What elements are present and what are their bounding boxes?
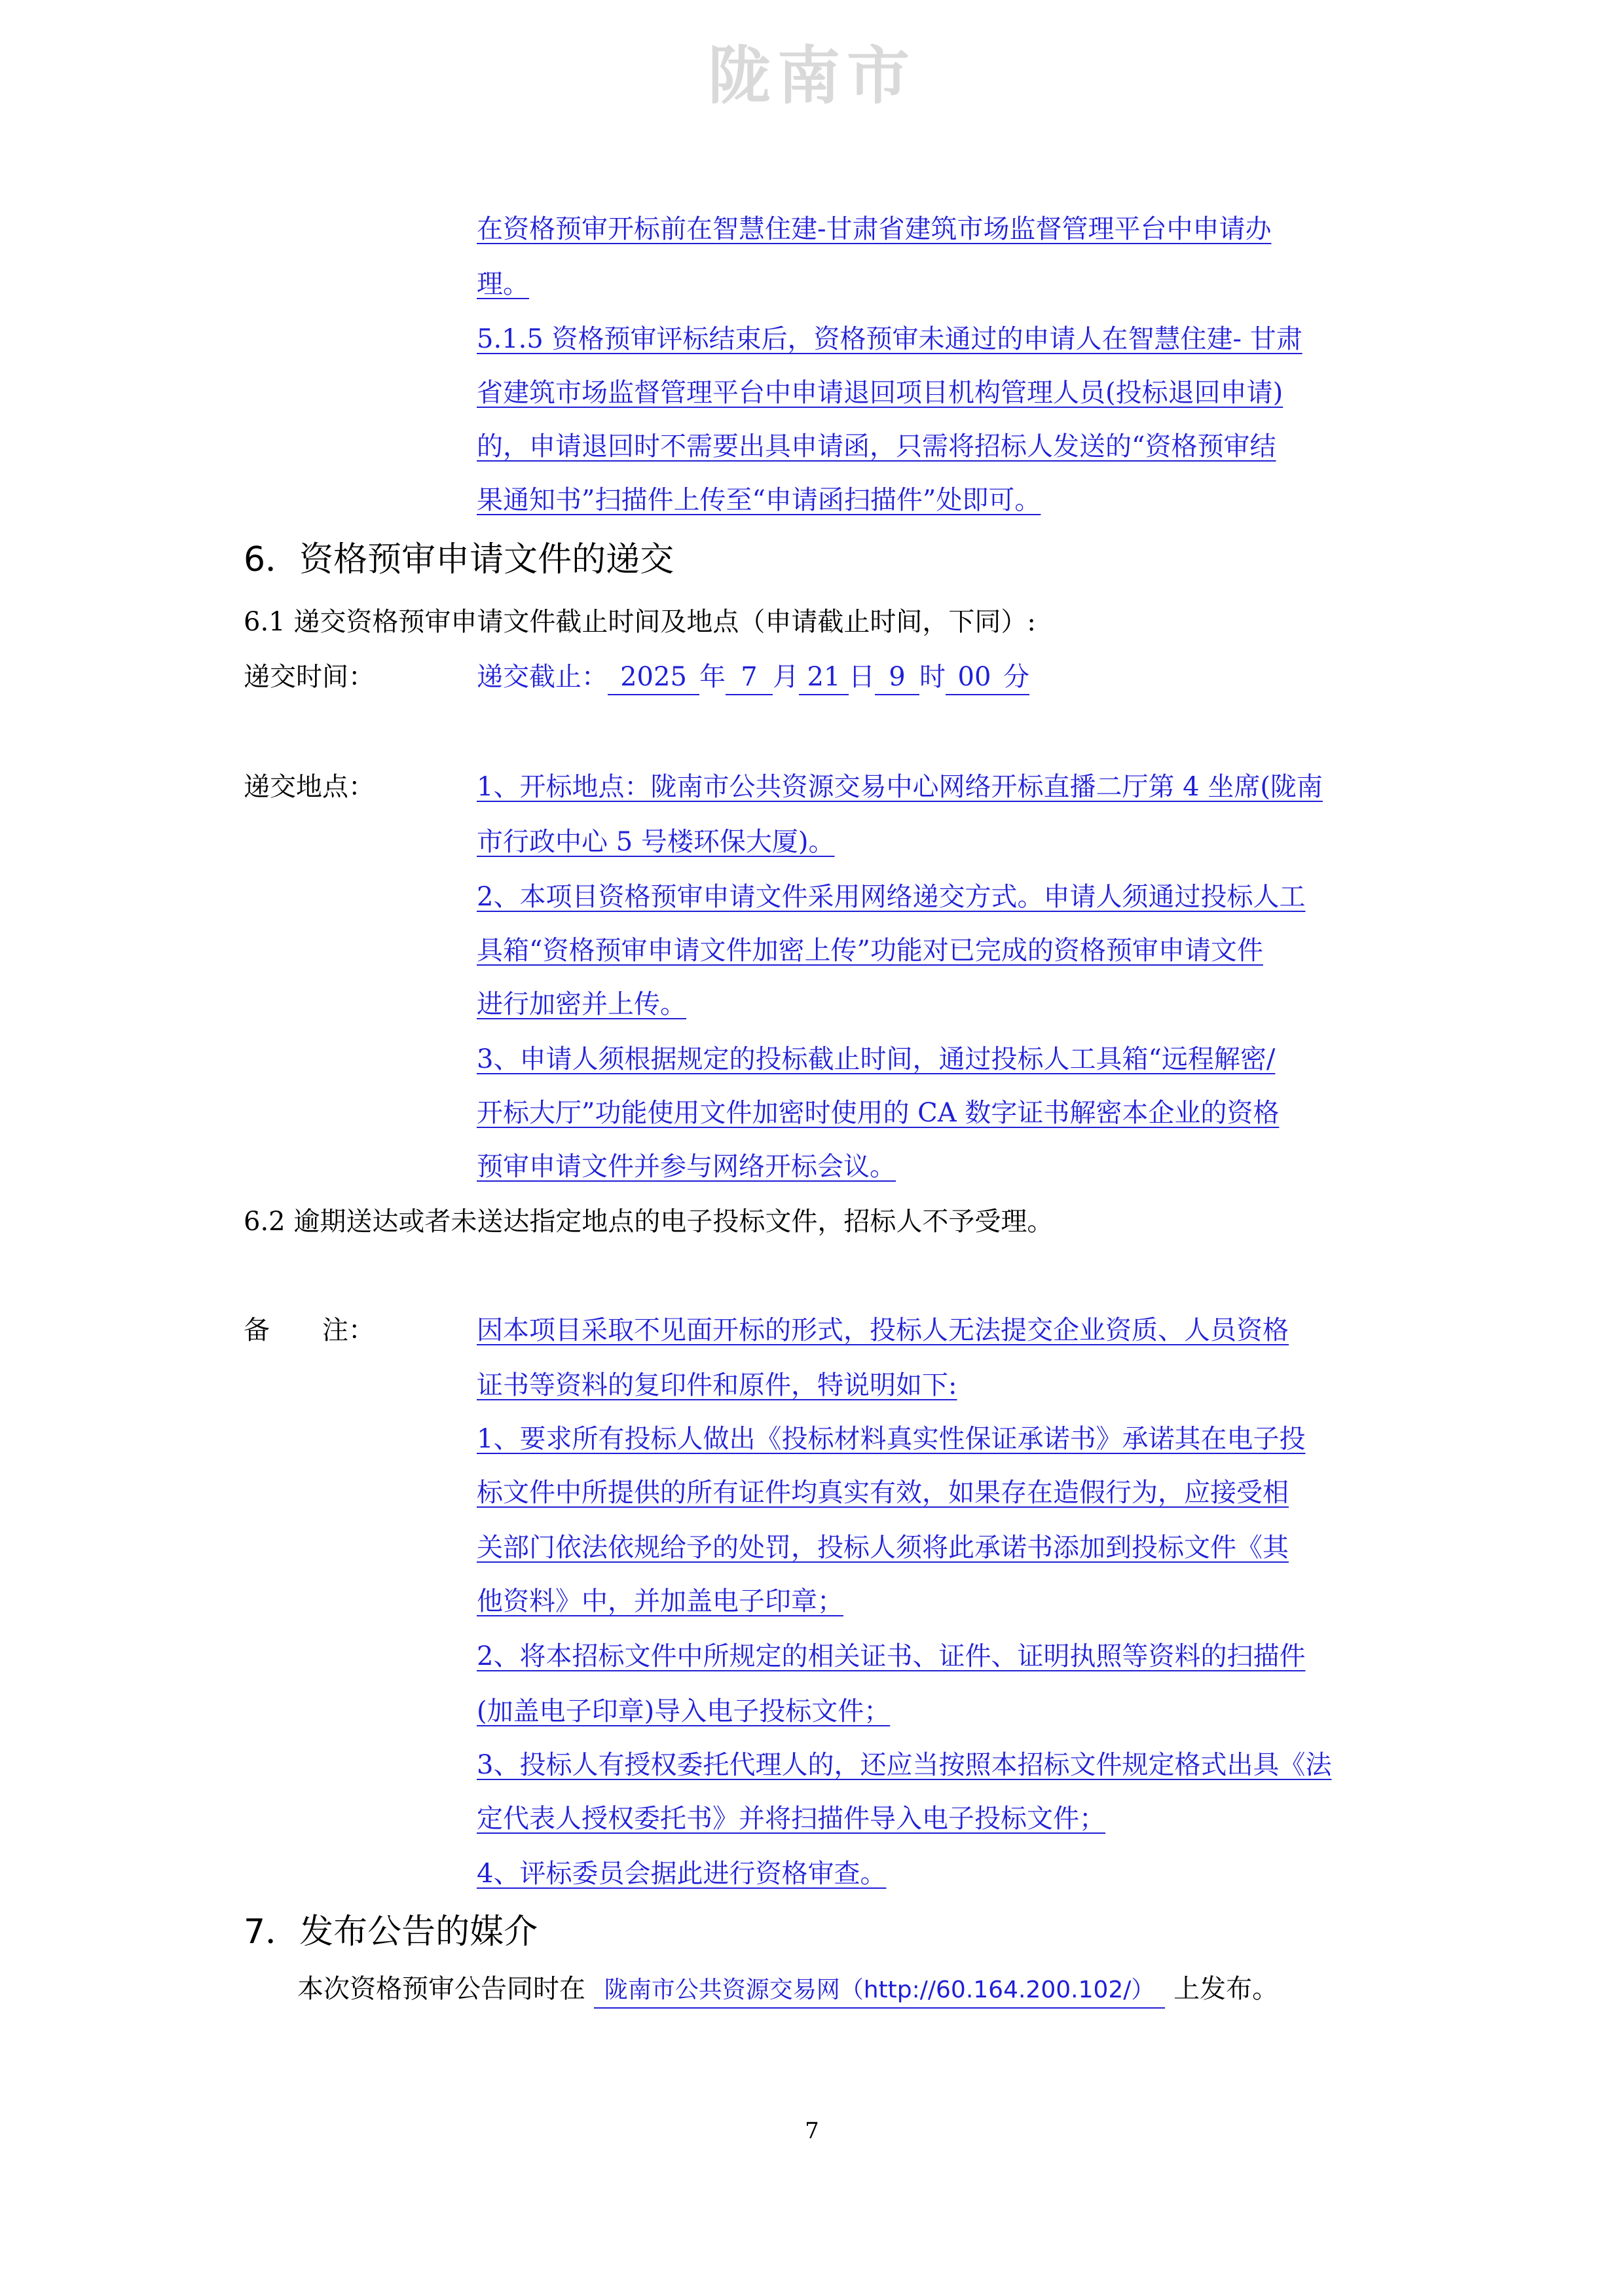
deadline-month-unit: 月: [773, 662, 799, 692]
place-label: 递交地点：: [244, 772, 375, 802]
intro-line: 理。: [477, 269, 529, 299]
media-link[interactable]: 陇南市公共资源交易网（http://60.164.200.102/）: [594, 1973, 1166, 2009]
intro-line: 在资格预审开标前在智慧住建-甘肃省建筑市场监督管理平台中申请办: [477, 214, 1272, 244]
section-7-paragraph: [297, 1971, 1278, 2009]
place-line: 开标大厅”功能使用文件加密时使用的 CA 数字证书解密本企业的资格: [477, 1098, 1280, 1128]
clause-6-2: 6.2 逾期送达或者未送达指定地点的电子投标文件，招标人不予受理。: [244, 1207, 1054, 1237]
remark-label: 备 注：: [244, 1315, 375, 1345]
deadline-year-unit: 年: [699, 662, 726, 692]
deadline-month: 7: [726, 660, 773, 695]
deadline-day-unit: 日: [849, 662, 875, 692]
deadline-minute: 00: [946, 660, 1003, 695]
intro-line: 的，申请退回时不需要出具申请函，只需将招标人发送的“资格预审结: [477, 431, 1276, 462]
section-6-heading: 6．资格预审申请文件的递交: [244, 540, 674, 579]
intro-line: 果通知书”扫描件上传至“申请函扫描件”处即可。: [477, 485, 1041, 515]
remark-line: 3、投标人有授权委托代理人的，还应当按照本招标文件规定格式出具《法: [477, 1750, 1332, 1780]
place-line: 市行政中心 5 号楼环保大厦)。: [477, 827, 835, 857]
deadline-line: [477, 659, 1029, 695]
remark-line: 他资料》中，并加盖电子印章；: [477, 1586, 843, 1616]
section-7-heading: 7．发布公告的媒介: [244, 1912, 538, 1952]
remark-line: 1、要求所有投标人做出《投标材料真实性保证承诺书》承诺其在电子投: [477, 1424, 1306, 1454]
intro-line: 5.1.5 资格预审评标结束后，资格预审未通过的申请人在智慧住建- 甘肃: [477, 324, 1302, 354]
remark-line: 关部门依法依规给予的处罚，投标人须将此承诺书添加到投标文件《其: [477, 1533, 1289, 1563]
page-number: 7: [805, 2118, 819, 2144]
place-line: 2、本项目资格预审申请文件采用网络递交方式。申请人须通过投标人工: [477, 882, 1306, 912]
remark-line: 定代表人授权委托书》并将扫描件导入电子投标文件；: [477, 1804, 1105, 1834]
place-line: 进行加密并上传。: [477, 989, 686, 1019]
clause-6-1: 6.1 递交资格预审申请文件截止时间及地点（申请截止时间，下同）:: [244, 607, 1036, 637]
watermark-text: 陇南市: [708, 39, 916, 113]
deadline-year: 2025: [608, 660, 699, 695]
remark-line: (加盖电子印章)导入电子投标文件；: [477, 1696, 891, 1726]
remark-line: 证书等资料的复印件和原件，特说明如下:: [477, 1370, 957, 1400]
section-7-text-after: 上发布。: [1173, 1974, 1279, 2004]
remark-line: 2、将本招标文件中所规定的相关证书、证件、证明执照等资料的扫描件: [477, 1641, 1306, 1671]
deadline-hour: 9: [875, 660, 919, 695]
remark-line: 标文件中所提供的所有证件均真实有效，如果存在造假行为，应接受相: [477, 1478, 1289, 1508]
deadline-day: 21: [799, 660, 849, 695]
deadline-hour-unit: 时: [919, 662, 946, 692]
place-line: 具箱“资格预审申请文件加密上传”功能对已完成的资格预审申请文件: [477, 936, 1263, 966]
place-line: 预审申请文件并参与网络开标会议。: [477, 1152, 896, 1182]
remark-line: 4、评标委员会据此进行资格审查。: [477, 1859, 887, 1889]
time-label: 递交时间：: [244, 662, 375, 692]
place-line: 1、开标地点：陇南市公共资源交易中心网络开标直播二厅第 4 坐席(陇南: [477, 772, 1323, 802]
intro-line: 省建筑市场监督管理平台中申请退回项目机构管理人员(投标退回申请): [477, 378, 1283, 408]
deadline-prefix: 递交截止：: [477, 662, 608, 692]
remark-line: 因本项目采取不见面开标的形式，投标人无法提交企业资质、人员资格: [477, 1315, 1289, 1345]
place-line: 3、申请人须根据规定的投标截止时间，通过投标人工具箱“远程解密/: [477, 1044, 1276, 1074]
deadline-minute-unit: 分: [1003, 660, 1029, 695]
section-7-text-before: 本次资格预审公告同时在: [297, 1974, 585, 2004]
